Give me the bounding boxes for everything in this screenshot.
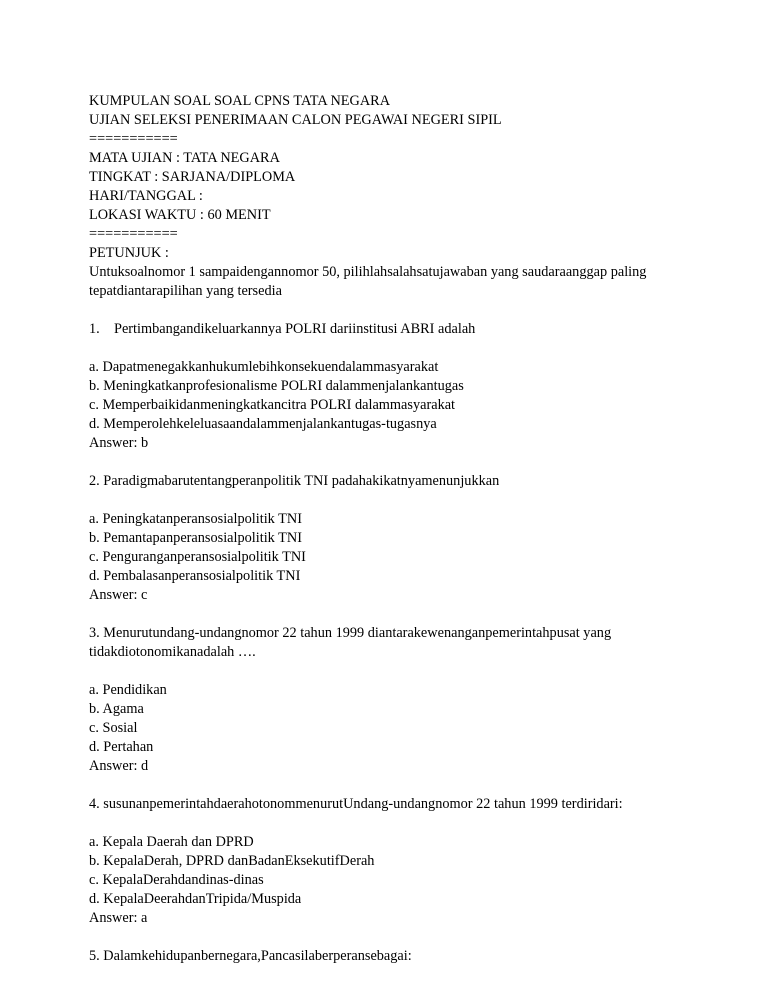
document-page (89, 92, 709, 966)
option-b: b. Meningkatkanprofesionalisme POLRI dalammenjalankantugas (89, 378, 464, 394)
exam-duration: LOKASI WAKTU : 60 MENIT (89, 207, 271, 223)
option-a: a. Peningkatanperansosialpolitik TNI (89, 511, 302, 527)
document-title: KUMPULAN SOAL SOAL CPNS TATA NEGARA (89, 93, 391, 109)
question-text-line-1: 3. Menurutundang-undangnomor 22 tahun 1999 diantarakewenanganpemerintahpusat yang (89, 625, 612, 641)
answer: Answer: a (89, 910, 148, 926)
separator-bottom: =========== (89, 226, 178, 242)
exam-date: HARI/TANGGAL : (89, 188, 203, 204)
option-d: d. Pembalasanperansosialpolitik TNI (89, 568, 301, 584)
question-text: 5. Dalamkehidupanbernegara,Pancasilaberperansebagai: (89, 948, 412, 964)
option-a: a. Dapatmenegakkanhukumlebihkonsekuendalammasyarakat (89, 359, 439, 375)
question-3 (89, 624, 709, 776)
question-2 (89, 472, 709, 605)
question-text: 4. susunanpemerintahdaerahotonommenurutUndang-undangnomor 22 tahun 1999 terdiridari: (89, 796, 623, 812)
option-c: c. Sosial (89, 720, 138, 736)
option-d: d. KepalaDeerahdanTripida/Muspida (89, 891, 302, 907)
question-1 (89, 320, 709, 453)
question-text (89, 320, 709, 339)
option-c: c. KepalaDerahdandinas-dinas (89, 872, 264, 888)
question-5 (89, 947, 709, 966)
question-body: Pertimbangandikeluarkannya POLRI dariinstitusi ABRI adalah (114, 321, 476, 337)
option-b: b. Pemantapanperansosialpolitik TNI (89, 530, 302, 546)
instructions-line-1: Untuksoalnomor 1 sampaidengannomor 50, pilihlahsalahsatujawaban yang saudaraanggap paling (89, 264, 647, 280)
exam-subject: MATA UJIAN : TATA NEGARA (89, 150, 280, 166)
instructions-label: PETUNJUK : (89, 245, 169, 261)
option-a: a. Kepala Daerah dan DPRD (89, 834, 254, 850)
answer: Answer: b (89, 435, 149, 451)
answer: Answer: c (89, 587, 148, 603)
option-b: b. Agama (89, 701, 144, 717)
instructions-line-2: tepatdiantarapilihan yang tersedia (89, 283, 282, 299)
exam-level: TINGKAT : SARJANA/DIPLOMA (89, 169, 296, 185)
document-subtitle: UJIAN SELEKSI PENERIMAAN CALON PEGAWAI NEGERI SIPIL (89, 112, 502, 128)
question-4 (89, 795, 709, 928)
option-a: a. Pendidikan (89, 682, 167, 698)
answer: Answer: d (89, 758, 149, 774)
separator-top: =========== (89, 131, 178, 147)
option-d: d. Memperolehkeleluasaandalammenjalankantugas-tugasnya (89, 416, 437, 432)
question-number: 1. (89, 321, 100, 337)
option-b: b. KepalaDerah, DPRD danBadanEksekutifDerah (89, 853, 375, 869)
question-text: 2. Paradigmabarutentangperanpolitik TNI padahakikatnyamenunjukkan (89, 473, 500, 489)
option-c: c. Memperbaikidanmeningkatkancitra POLRI dalammasyarakat (89, 397, 456, 413)
option-d: d. Pertahan (89, 739, 154, 755)
question-text-line-2: tidakdiotonomikanadalah …. (89, 644, 256, 660)
option-c: c. Penguranganperansosialpolitik TNI (89, 549, 306, 565)
